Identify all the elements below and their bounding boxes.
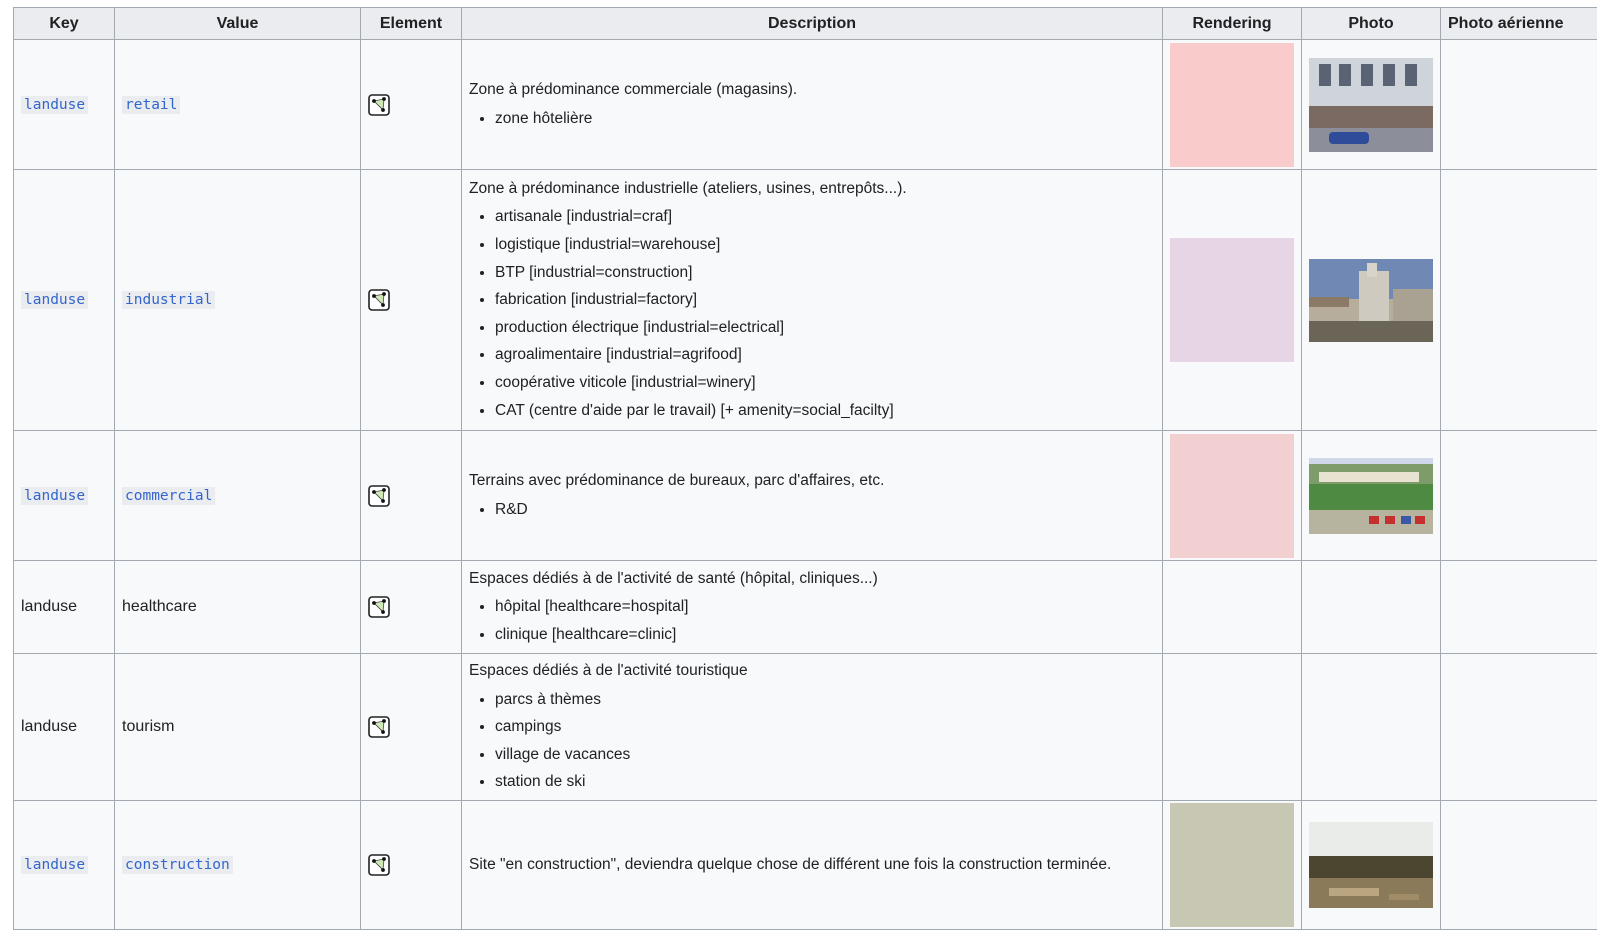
area-icon[interactable] bbox=[368, 485, 390, 507]
cell-description bbox=[462, 654, 1163, 801]
value-text: healthcare bbox=[122, 598, 197, 615]
header-photo: Photo bbox=[1302, 8, 1441, 40]
cell-description bbox=[462, 561, 1163, 654]
area-icon[interactable] bbox=[368, 716, 390, 738]
cell-rendering bbox=[1163, 654, 1302, 801]
key-code[interactable]: landuse bbox=[21, 96, 88, 114]
list-item: • hôpital [healthcare=hospital] bbox=[495, 598, 1155, 617]
cell-photo bbox=[1302, 431, 1441, 561]
cell-aerial-photo bbox=[1441, 40, 1597, 170]
description-text: Zone à prédominance commerciale (magasins). bbox=[469, 80, 798, 98]
cell-key bbox=[14, 431, 115, 561]
cell-value bbox=[115, 40, 361, 170]
rendering-swatch bbox=[1170, 43, 1294, 167]
table-header-row bbox=[14, 8, 1597, 40]
value-code[interactable]: construction bbox=[122, 856, 233, 874]
key-code[interactable]: landuse bbox=[21, 487, 88, 505]
cell-element bbox=[361, 431, 462, 561]
area-icon[interactable] bbox=[368, 596, 390, 618]
cell-rendering bbox=[1163, 40, 1302, 170]
description-text: Zone à prédominance industrielle (ateliers, usines, entrepôts...). bbox=[469, 179, 907, 197]
list-item: • BTP [industrial=construction] bbox=[495, 264, 1155, 283]
description-list bbox=[469, 110, 1155, 129]
landuse-tag-table bbox=[13, 7, 1597, 930]
industrial-photo[interactable] bbox=[1309, 259, 1433, 342]
cell-element bbox=[361, 40, 462, 170]
list-item: • artisanale [industrial=craf] bbox=[495, 208, 1155, 227]
area-icon[interactable] bbox=[368, 94, 390, 116]
cell-rendering bbox=[1163, 801, 1302, 930]
header-aerial-photo: Photo aérienne bbox=[1441, 8, 1597, 40]
cell-element bbox=[361, 654, 462, 801]
list-item: • coopérative viticole [industrial=winery] bbox=[495, 374, 1155, 393]
description-text: Site "en construction", deviendra quelque chose de différent une fois la construction terminée. bbox=[469, 855, 1112, 873]
value-code[interactable]: retail bbox=[122, 96, 180, 114]
list-item: • logistique [industrial=warehouse] bbox=[495, 236, 1155, 255]
cell-photo bbox=[1302, 654, 1441, 801]
description-text: Espaces dédiés à de l'activité de santé (hôpital, cliniques...) bbox=[469, 569, 878, 587]
list-item: • campings bbox=[495, 718, 1155, 737]
list-item: • production électrique [industrial=electrical] bbox=[495, 319, 1155, 338]
cell-key bbox=[14, 801, 115, 930]
list-item: • village de vacances bbox=[495, 746, 1155, 765]
cell-photo bbox=[1302, 801, 1441, 930]
cell-description bbox=[462, 801, 1163, 930]
cell-key bbox=[14, 561, 115, 654]
header-rendering: Rendering bbox=[1163, 8, 1302, 40]
cell-element bbox=[361, 801, 462, 930]
cell-aerial-photo bbox=[1441, 170, 1597, 431]
cell-aerial-photo bbox=[1441, 561, 1597, 654]
rendering-swatch bbox=[1170, 238, 1294, 362]
table-row bbox=[14, 801, 1597, 930]
list-item: • clinique [healthcare=clinic] bbox=[495, 626, 1155, 645]
description-list bbox=[469, 208, 1155, 420]
cell-aerial-photo bbox=[1441, 801, 1597, 930]
table-row bbox=[14, 431, 1597, 561]
list-item: • CAT (centre d'aide par le travail) [+ amenity=social_facilty] bbox=[495, 402, 1155, 421]
cell-rendering bbox=[1163, 170, 1302, 431]
list-item: • agroalimentaire [industrial=agrifood] bbox=[495, 346, 1155, 365]
cell-description bbox=[462, 40, 1163, 170]
key-text: landuse bbox=[21, 718, 78, 735]
retail-photo[interactable] bbox=[1309, 58, 1433, 152]
cell-element bbox=[361, 561, 462, 654]
header-key: Key bbox=[14, 8, 115, 40]
rendering-swatch bbox=[1170, 434, 1294, 558]
cell-value bbox=[115, 801, 361, 930]
description-text: Espaces dédiés à de l'activité touristique bbox=[469, 662, 748, 680]
key-code[interactable]: landuse bbox=[21, 291, 88, 309]
construction-photo[interactable] bbox=[1309, 822, 1433, 908]
header-element: Element bbox=[361, 8, 462, 40]
cell-key bbox=[14, 40, 115, 170]
commercial-photo[interactable] bbox=[1309, 458, 1433, 534]
list-item: • zone hôtelière bbox=[495, 110, 1155, 129]
list-item: • station de ski bbox=[495, 773, 1155, 792]
list-item: • fabrication [industrial=factory] bbox=[495, 291, 1155, 310]
header-description: Description bbox=[462, 8, 1163, 40]
area-icon[interactable] bbox=[368, 854, 390, 876]
value-text: tourism bbox=[122, 718, 175, 735]
table-row bbox=[14, 654, 1597, 801]
cell-key bbox=[14, 170, 115, 431]
table-row bbox=[14, 40, 1597, 170]
value-code[interactable]: industrial bbox=[122, 291, 215, 309]
rendering-swatch bbox=[1170, 803, 1294, 927]
cell-value bbox=[115, 561, 361, 654]
description-list bbox=[469, 598, 1155, 644]
description-list bbox=[469, 501, 1155, 520]
cell-value bbox=[115, 654, 361, 801]
key-text: landuse bbox=[21, 598, 78, 615]
cell-element bbox=[361, 170, 462, 431]
cell-aerial-photo bbox=[1441, 654, 1597, 801]
cell-key bbox=[14, 654, 115, 801]
table-row bbox=[14, 561, 1597, 654]
cell-description bbox=[462, 431, 1163, 561]
area-icon[interactable] bbox=[368, 289, 390, 311]
key-code[interactable]: landuse bbox=[21, 856, 88, 874]
cell-value bbox=[115, 170, 361, 431]
list-item: • parcs à thèmes bbox=[495, 691, 1155, 710]
description-list bbox=[469, 691, 1155, 792]
description-text: Terrains avec prédominance de bureaux, parc d'affaires, etc. bbox=[469, 471, 885, 489]
cell-rendering bbox=[1163, 561, 1302, 654]
cell-photo bbox=[1302, 40, 1441, 170]
cell-rendering bbox=[1163, 431, 1302, 561]
table-row bbox=[14, 170, 1597, 431]
header-value: Value bbox=[115, 8, 361, 40]
list-item: • R&D bbox=[495, 501, 1155, 520]
cell-description bbox=[462, 170, 1163, 431]
cell-aerial-photo bbox=[1441, 431, 1597, 561]
value-code[interactable]: commercial bbox=[122, 487, 215, 505]
cell-photo bbox=[1302, 561, 1441, 654]
cell-photo bbox=[1302, 170, 1441, 431]
cell-value bbox=[115, 431, 361, 561]
